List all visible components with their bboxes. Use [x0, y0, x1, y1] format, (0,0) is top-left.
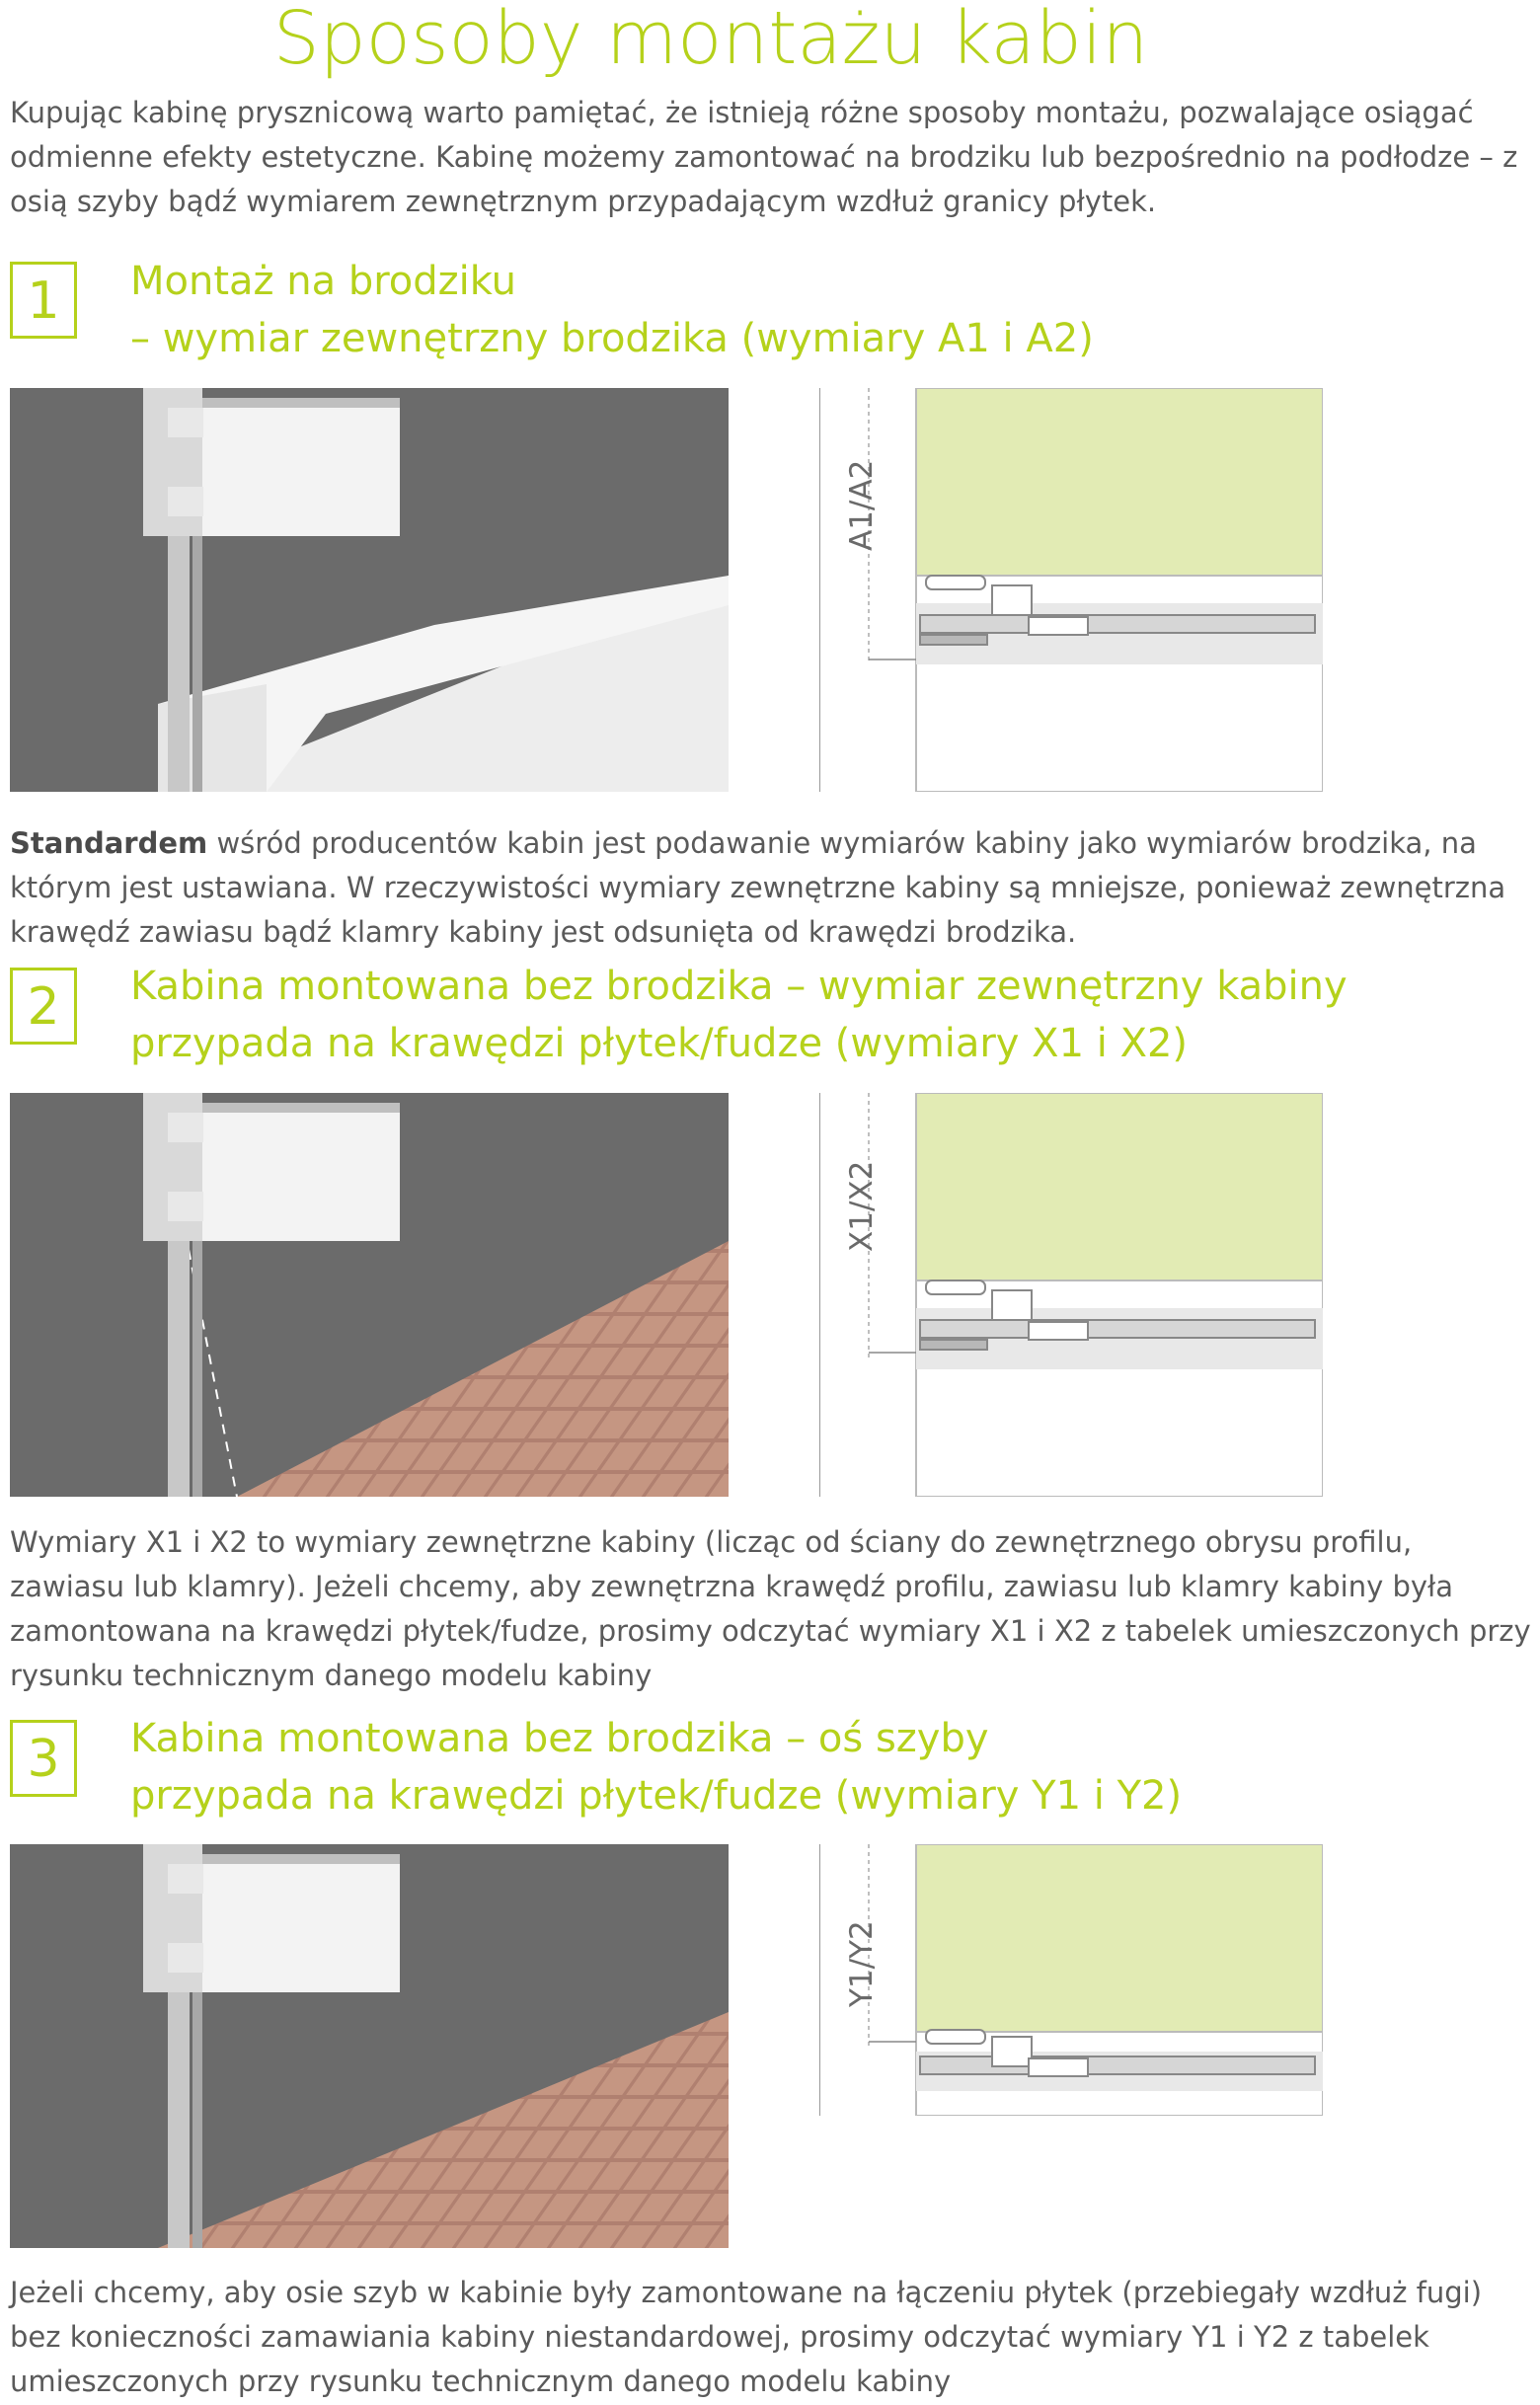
section-1-photo — [10, 388, 729, 792]
page-title: Sposoby montażu kabin — [272, 0, 1149, 81]
section-3-number: 3 — [10, 1720, 77, 1797]
section-3-photo — [10, 1844, 729, 2248]
section-2-number: 2 — [10, 968, 77, 1045]
section-3-heading-line2: przypada na krawędzi płytek/fudze (wymiary Y1 i Y2) — [130, 1773, 1183, 1819]
section-3-heading-line1: Kabina montowana bez brodzika – oś szyby — [130, 1716, 989, 1761]
section-1-description-text: wśród producentów kabin jest podawanie wymiarów kabiny jako wymiarów brodzika, na którym jest ustawiana. W rzeczywistości wymiary zewnętrzne kabiny są mniejsze, ponieważ zewnętrzna krawędź zawiasu bądź klamry kabiny jest odsunięta od krawędzi brodzika. — [10, 826, 1506, 949]
section-2-dimension-label: X1/X2 — [844, 1160, 880, 1252]
section-1-heading-line2: – wymiar zewnętrzny brodzika (wymiary A1 i A2) — [130, 316, 1094, 361]
section-2-photo — [10, 1093, 729, 1497]
section-1-heading-line1: Montaż na brodziku — [130, 259, 517, 304]
section-3-diagram — [819, 1844, 1323, 2248]
section-2-diagram — [819, 1093, 1323, 1497]
section-2-heading-line1: Kabina montowana bez brodzika – wymiar zewnętrzny kabiny — [130, 964, 1348, 1009]
section-3-description: Jeżeli chcemy, aby osie szyb w kabinie były zamontowane na łączeniu płytek (przebiegały wzdłuż fugi) bez konieczności zamawiania kabiny niestandardowej, prosimy odczytać wymiary Y1 i Y2 z tabelek umieszczonych przy rysunku technicznym danego modelu kabiny — [10, 2276, 1483, 2398]
section-1-diagram — [819, 388, 1323, 792]
section-3-dimension-label: Y1/Y2 — [844, 1920, 880, 2007]
section-2-heading-line2: przypada na krawędzi płytek/fudze (wymiary X1 i X2) — [130, 1021, 1189, 1066]
section-1-number: 1 — [10, 262, 77, 339]
section-1-description-bold: Standardem — [10, 826, 208, 860]
intro-paragraph: Kupując kabinę prysznicową warto pamiętać, że istnieją różne sposoby montażu, pozwalające osiągać odmienne efekty estetyczne. Kabinę możemy zamontować na brodziku lub bezpośrednio na podłodze – z osią szyby bądź wymiarem zewnętrznym przypadającym wzdłuż granicy płytek. — [10, 96, 1518, 218]
section-1-dimension-label: A1/A2 — [844, 459, 880, 551]
section-1-description — [10, 821, 1535, 955]
section-2-description: Wymiary X1 i X2 to wymiary zewnętrzne kabiny (licząc od ściany do zewnętrznego obrysu profilu, zawiasu lub klamry). Jeżeli chcemy, aby zewnętrzna krawędź profilu, zawiasu lub klamry kabiny była zamontowana na krawędzi płytek/fudze, prosimy odczytać wymiary X1 i X2 z tabelek umieszczonych przy rysunku technicznym danego modelu kabiny — [10, 1525, 1531, 1692]
